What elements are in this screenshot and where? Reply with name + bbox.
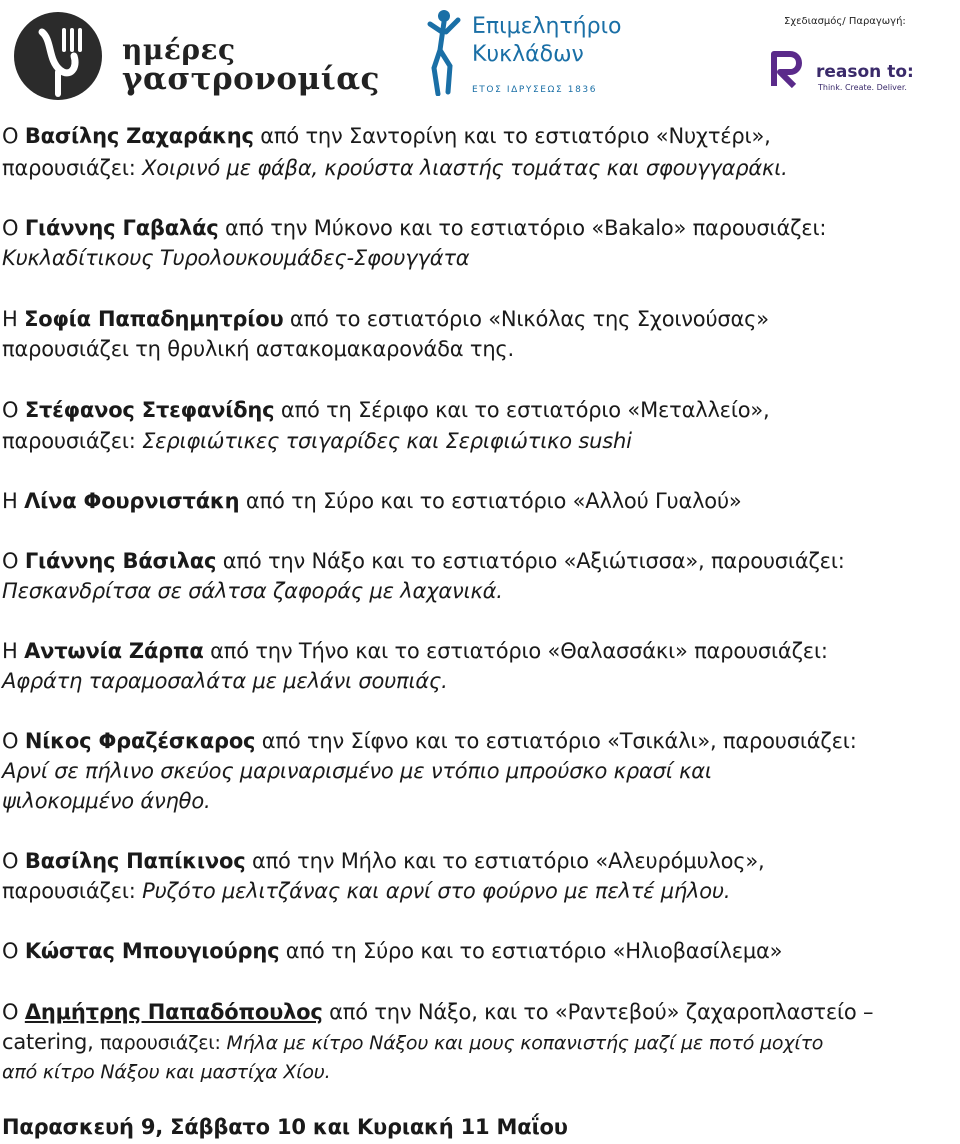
cyclades-chamber-logo (424, 6, 622, 102)
chef-name: Γιάννης Γαβαλάς (24, 216, 219, 240)
entry-line: Ο Γιάννης Γαβαλάς από την Μύκονο και το εστιατόριο «Bakalo» παρουσιάζει: (2, 216, 827, 240)
chamber-name-line2: Κυκλάδων (472, 42, 584, 67)
entry-line: Ο Κώστας Μπουγιούρης από τη Σύρο και το εστιατόριο «Ηλιοβασίλεμα» (2, 939, 783, 963)
chef-name: Νίκος Φραζέσκαρος (24, 729, 256, 753)
entry-line (2, 666, 448, 696)
chef-name: Στέφανος Στεφανίδης (24, 398, 275, 422)
entry-line (2, 1056, 330, 1087)
dish-name: Μήλα με κίτρο Νάξου και μους κοπανιστής μαζί με ποτό μοχίτο (226, 1032, 824, 1054)
dish-name-cont: από κίτρο Νάξου και μαστίχα Χίου. (2, 1061, 331, 1083)
chamber-name-line1: Επιμελητήριο (472, 14, 622, 39)
entry-line: παρουσιάζει: Σεριφιώτικες τσιγαρίδες και Σεριφιώτικο sushi (2, 429, 632, 453)
design-credit-label: Σχεδιασμός/ Παραγωγή: (784, 16, 906, 27)
dish-name: Πεσκανδρίτσα σε σάλτσα ζαφοράς με λαχανικά. (2, 579, 503, 603)
chef-name: Αντωνία Ζάρπα (24, 639, 204, 663)
entry-line: Ο Δημήτρης Παπαδόπουλος από την Νάξο, και το «Ραντεβού» ζαχαροπλαστείο – (2, 1000, 874, 1024)
chef-name: Βασίλης Ζαχαράκης (24, 124, 254, 148)
dish-name: Χοιρινό με φάβα, κρούστα λιαστής τομάτας και σφουγγαράκι. (142, 156, 788, 180)
entry-line: Η Αντωνία Ζάρπα από την Τήνο και το εστιατόριο «Θαλασσάκι» παρουσιάζει: (2, 639, 828, 663)
chef-name: Σοφία Παπαδημητρίου (24, 307, 284, 331)
reason-to-logo (770, 14, 956, 100)
dish-name: Αφράτη ταραμοσαλάτα με μελάνι σουπιάς. (2, 669, 448, 693)
entry-line: Η Σοφία Παπαδημητρίου από το εστιατόριο «Νικόλας της Σχοινούσας» (2, 307, 769, 331)
entry-line: Ο Γιάννης Βάσιλας από την Νάξο και το εστιατόριο «Αξιώτισσα», παρουσιάζει: (2, 549, 845, 573)
logo-text-line1: ημέρες (122, 33, 236, 66)
entry-line (2, 756, 712, 786)
entry-line: Ο Βασίλης Παπίκινος από την Μήλο και το εστιατόριο «Αλευρόμυλος», (2, 849, 765, 873)
hermes-figure-icon (424, 6, 464, 96)
dish-name-cont: ψιλοκομμένο άνηθο. (2, 789, 211, 813)
entry-line: Η Λίνα Φουρνιστάκη από τη Σύρο και το εστιατόριο «Αλλού Γυαλού» (2, 489, 742, 513)
reason-to-name: reason to: (816, 62, 914, 82)
gastronomy-days-logo (10, 6, 380, 106)
chef-name: Βασίλης Παπίκινος (24, 849, 246, 873)
entry-line: Ο Βασίλης Ζαχαράκης από την Σαντορίνη και το εστιατόριο «Νυχτέρι», (2, 124, 771, 148)
chef-name: Γιάννης Βάσιλας (24, 549, 217, 573)
event-dates: Παρασκευή 9, Σάββατο 10 και Κυριακή 11 Μαΐου (2, 1115, 568, 1139)
logo-text-line2: γαστρονομίας (122, 61, 380, 97)
header (0, 0, 960, 112)
entry-line: παρουσιάζει: Ρυζότο μελιτζάνας και αρνί στο φούρνο με πελτέ μήλου. (2, 879, 731, 903)
reason-to-mark-icon (770, 50, 806, 88)
dish-name: Σεριφιώτικες τσιγαρίδες και Σεριφιώτικο sushi (142, 429, 632, 453)
entry-line: παρουσιάζει τη θρυλική αστακομακαρονάδα της. (2, 337, 515, 361)
chamber-founded: ΕΤΟΣ ΙΔΡΥΣΕΩΣ 1836 (472, 85, 598, 95)
dish-name: Κυκλαδίτικους Τυρολουκουμάδες-Σφουγγάτα (2, 246, 470, 270)
entry-line (2, 786, 210, 816)
reason-to-tagline: Think. Create. Deliver. (818, 83, 907, 92)
chef-name: Κώστας Μπουγιούρης (24, 939, 280, 963)
entry-line: παρουσιάζει: Χοιρινό με φάβα, κρούστα λιαστής τομάτας και σφουγγαράκι. (2, 156, 788, 180)
entry-line: Ο Στέφανος Στεφανίδης από τη Σέριφο και το εστιατόριο «Μεταλλείο», (2, 398, 770, 422)
entry-line (2, 576, 503, 606)
dish-name: Ρυζότο μελιτζάνας και αρνί στο φούρνο με πελτέ μήλου. (142, 879, 731, 903)
chef-name: Δημήτρης Παπαδόπουλος (24, 1000, 323, 1024)
chef-name: Λίνα Φουρνιστάκη (24, 489, 240, 513)
entry-line: Ο Νίκος Φραζέσκαρος από την Σίφνο και το εστιατόριο «Τσικάλι», παρουσιάζει: (2, 729, 857, 753)
entry-line: catering, παρουσιάζει: Μήλα με κίτρο Νάξου και μους κοπανιστής μαζί με ποτό μοχίτο (2, 1030, 824, 1054)
dish-name: Αρνί σε πήλινο σκεύος μαριναρισμένο με ντόπιο μπρούσκο κρασί και (2, 759, 712, 783)
fork-emblem-icon (12, 10, 104, 102)
entry-line (2, 243, 469, 273)
